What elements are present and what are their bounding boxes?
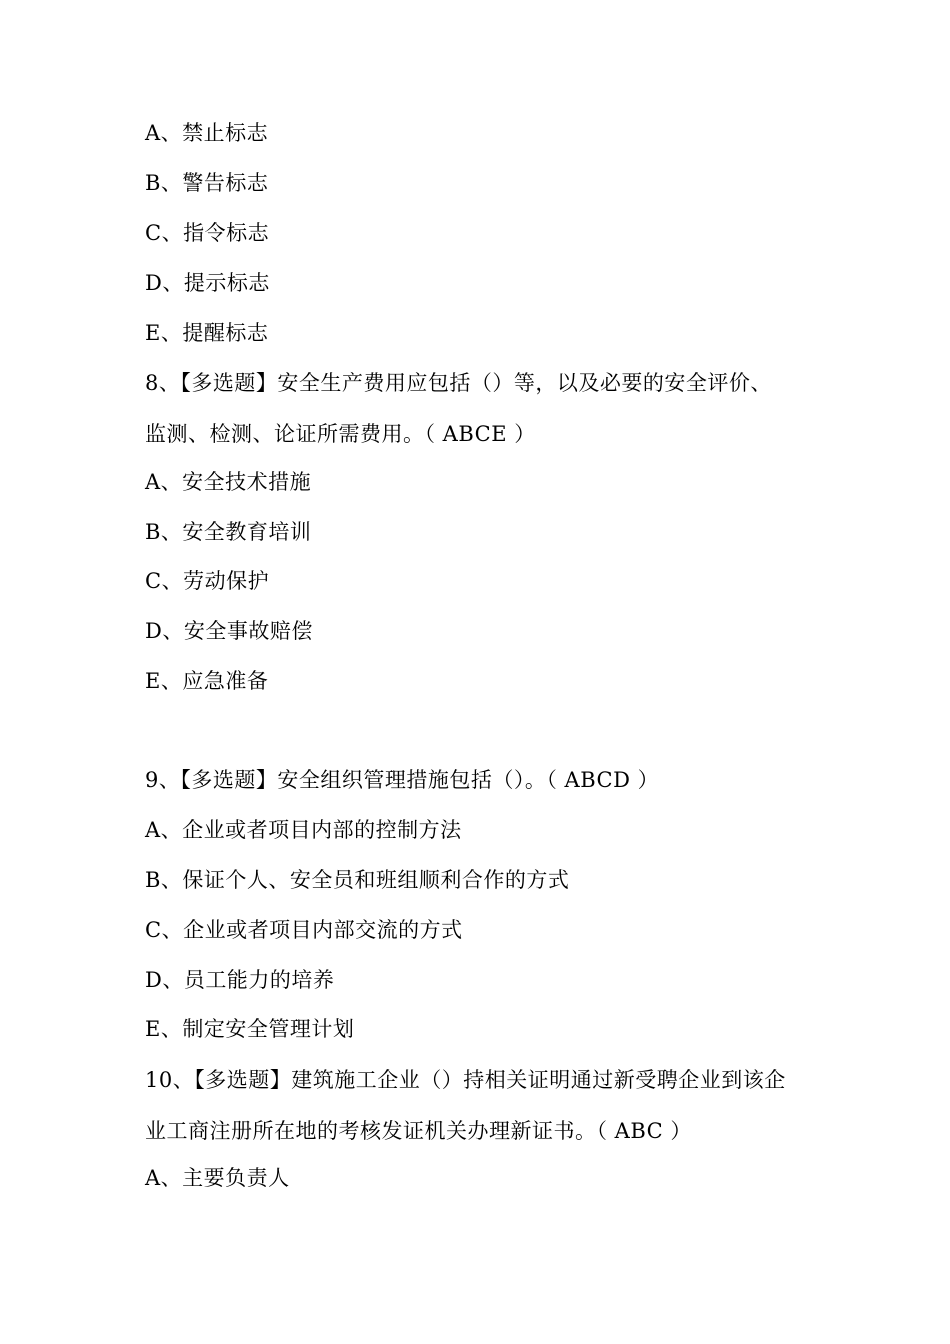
option-d-q9: D、员工能力的培养: [145, 968, 335, 992]
option-a-q8: A、安全技术措施: [145, 470, 312, 494]
option-c-q9: C、企业或者项目内部交流的方式: [145, 918, 463, 942]
option-c-q8: C、劳动保护: [145, 569, 270, 593]
option-b-q9: B、保证个人、安全员和班组顺利合作的方式: [145, 868, 570, 892]
question-8-line-1: 8、【多选题】安全生产费用应包括（）等，以及必要的安全评价、: [145, 371, 772, 395]
option-a-q10: A、主要负责人: [145, 1166, 290, 1190]
option-e-q7: E、提醒标志: [145, 321, 269, 345]
option-c-q7: C、指令标志: [145, 221, 270, 245]
option-a-q9: A、企业或者项目内部的控制方法: [145, 818, 462, 842]
option-b-q8: B、安全教育培训: [145, 520, 312, 544]
option-e-q9: E、制定安全管理计划: [145, 1017, 355, 1041]
option-b-q7: B、警告标志: [145, 171, 269, 195]
option-d-q8: D、安全事故赔偿: [145, 619, 313, 643]
option-e-q8: E、应急准备: [145, 669, 269, 693]
option-a-q7: A、禁止标志: [145, 121, 269, 145]
question-8-line-2: 监测、检测、论证所需费用。（ ABCE ）: [145, 422, 536, 446]
question-10-line-1: 10、【多选题】建筑施工企业（）持相关证明通过新受聘企业到该企: [145, 1068, 786, 1092]
question-10-line-2: 业工商注册所在地的考核发证机关办理新证书。（ ABC ）: [145, 1119, 692, 1143]
option-d-q7: D、提示标志: [145, 271, 270, 295]
question-9: 9、【多选题】安全组织管理措施包括（）。（ ABCD ）: [145, 768, 660, 792]
